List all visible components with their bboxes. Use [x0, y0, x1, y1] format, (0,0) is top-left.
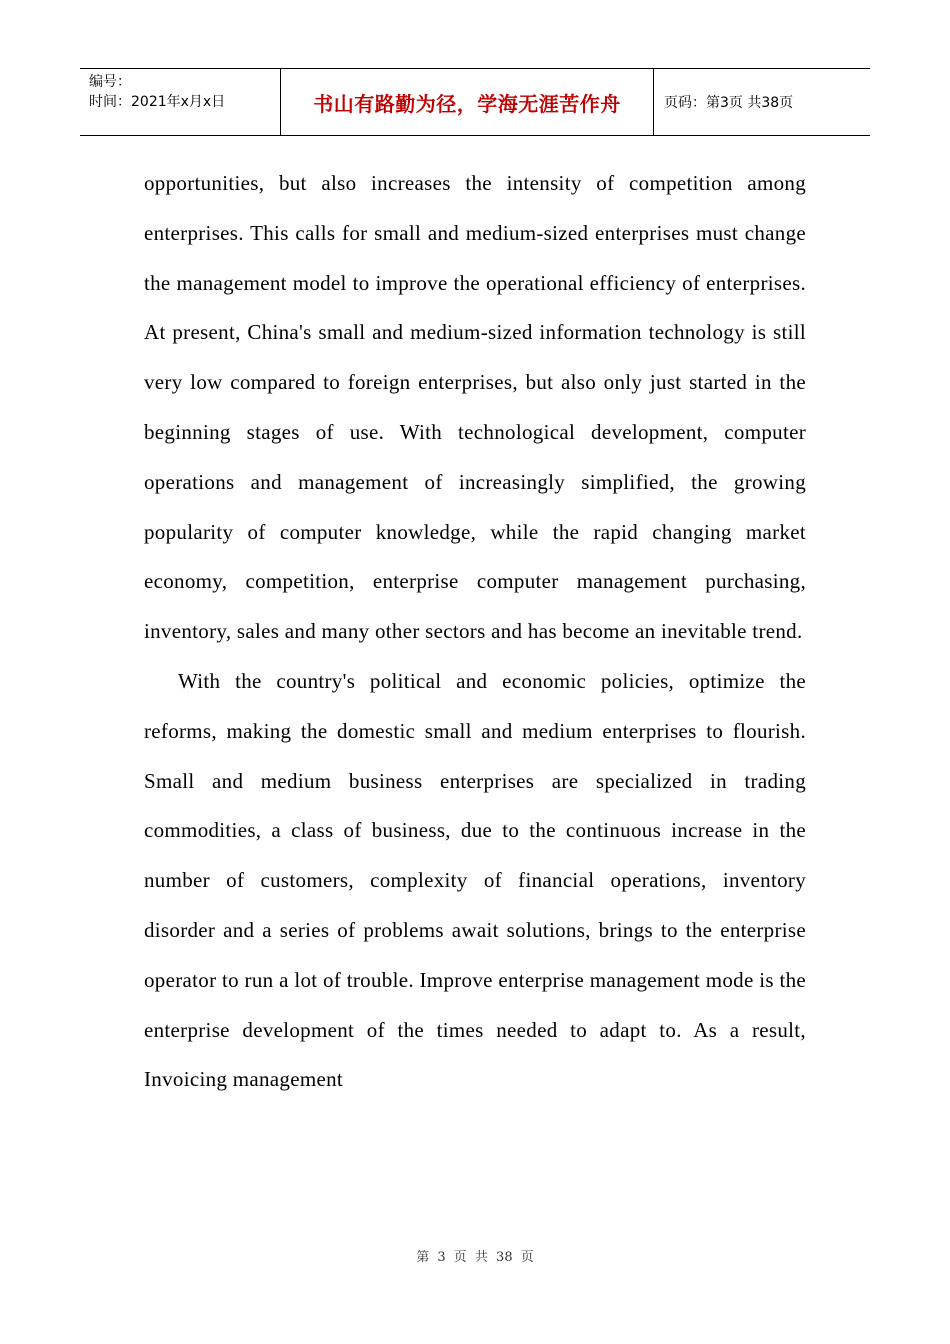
document-number-label: 编号：	[89, 74, 131, 90]
header-page-info: 页码：第3页 共38页	[664, 95, 794, 111]
document-body	[144, 159, 806, 1105]
page-header	[80, 68, 870, 136]
body-paragraph-2: With the country's political and economic policies, optimize the reforms, making the domestic small and medium enterprises to flourish. Small and medium business enterprises are specialized in trading commodities, a class of business, due to the continuous increase in the number of customers, complexity of financial operations, inventory disorder and a series of problems await solutions, brings to the enterprise operator to run a lot of trouble. Improve enterprise management mode is the enterprise development of the times needed to adapt to. As a result, Invoicing management	[144, 668, 806, 1092]
page-footer: 第 3 页 共 38 页	[416, 1250, 534, 1265]
header-motto-cell	[281, 69, 654, 135]
header-meta-cell	[80, 69, 281, 135]
header-page-cell	[654, 69, 870, 135]
body-paragraph-1: opportunities, but also increases the intensity of competition among enterprises. This calls for small and medium-sized enterprises must change the management model to improve the operational efficiency of enterprises. At present, China's small and medium-sized information technology is still very low compared to foreign enterprises, but also only just started in the beginning stages of use. With technological development, computer operations and management of increasingly simplified, the growing popularity of computer knowledge, while the rapid changing market economy, competition, enterprise computer management purchasing, inventory, sales and many other sectors and has become an inevitable trend.	[144, 171, 806, 644]
document-date-label: 时间：2021年x月x日	[89, 94, 226, 110]
header-motto: 书山有路勤为径，学海无涯苦作舟	[313, 91, 621, 116]
